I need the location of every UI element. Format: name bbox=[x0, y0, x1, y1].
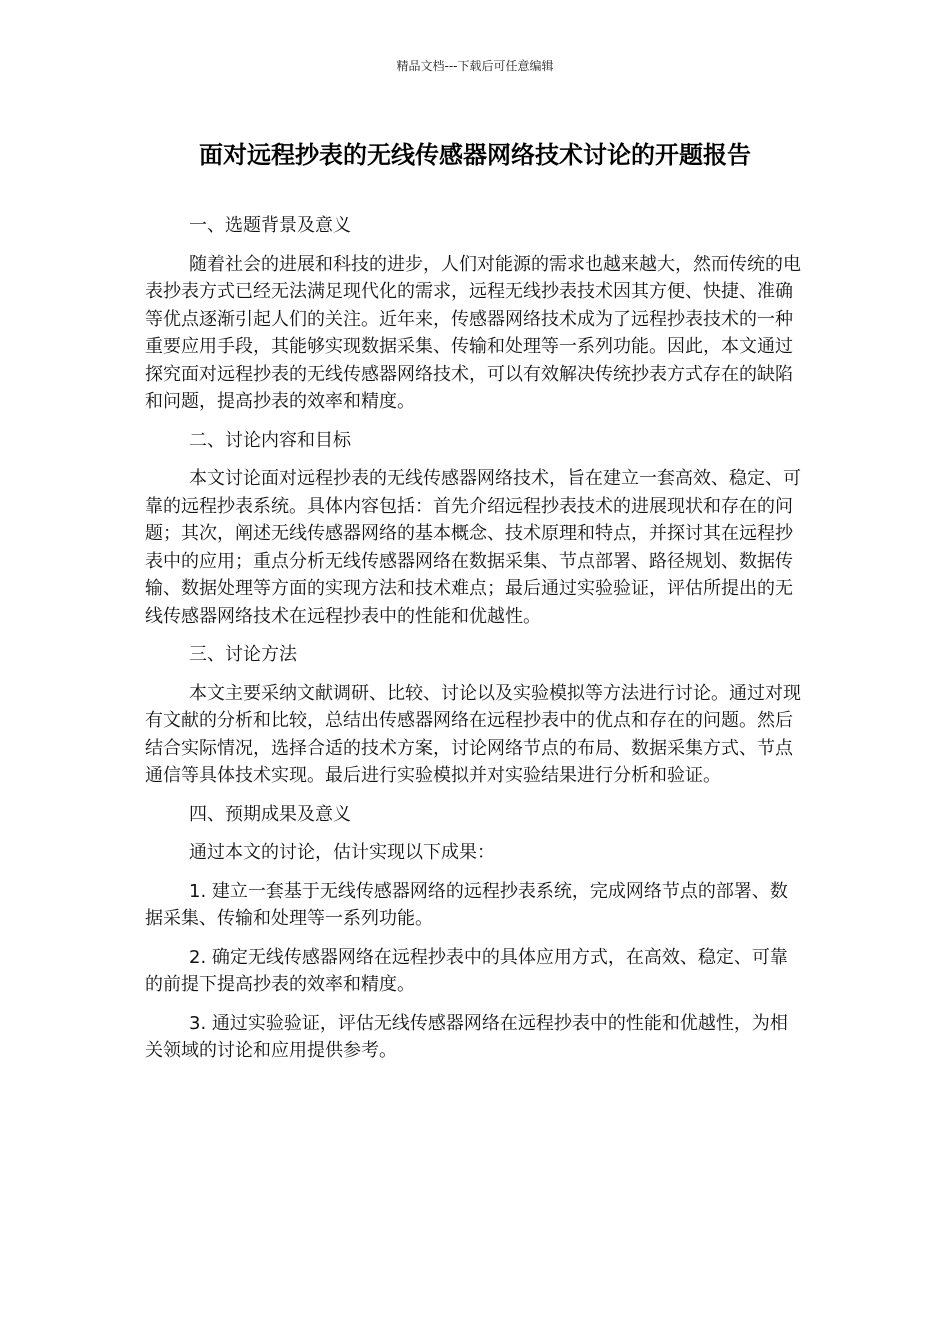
paragraph-content-goals: 本文讨论面对远程抄表的无线传感器网络技术，旨在建立一套高效、稳定、可靠的远程抄表系统。具体内容包括：首先介绍远程抄表技术的进展现状和存在的问题；其次，阐述无线传感器网络的基本概念、技术原理和特点，并探讨其在远程抄表中的应用；重点分析无线传感器网络在数据采集、节点部署、路径规划、数据传输、数据处理等方面的实现方法和技术难点；最后通过实验验证，评估所提出的无线传感器网络技术在远程抄表中的性能和优越性。 bbox=[145, 468, 801, 627]
section-heading-content-goals: 二、讨论内容和目标 bbox=[189, 429, 351, 451]
document-body bbox=[145, 212, 805, 1076]
section-heading-expected-results: 四、预期成果及意义 bbox=[189, 803, 351, 825]
list-item-result-3: 3. 通过实验验证，评估无线传感器网络在远程抄表中的性能和优越性，为相关领域的讨论和应用提供参考。 bbox=[145, 1012, 788, 1061]
paragraph-expected-intro: 通过本文的讨论，估计实现以下成果： bbox=[189, 842, 495, 863]
paragraph-methods: 本文主要采纳文献调研、比较、讨论以及实验模拟等方法进行讨论。通过对现有文献的分析和比较，总结出传感器网络在远程抄表中的优点和存在的问题。然后结合实际情况，选择合适的技术方案，讨论网络节点的布局、数据采集方式、节点通信等具体技术实现。最后进行实验模拟并对实验结果进行分析和验证。 bbox=[145, 682, 801, 786]
list-item-result-2: 2. 确定无线传感器网络在远程抄表中的具体应用方式，在高效、稳定、可靠的前提下提高抄表的效率和精度。 bbox=[145, 946, 788, 995]
section-heading-methods: 三、讨论方法 bbox=[189, 644, 297, 665]
section-heading-background: 一、选题背景及意义 bbox=[189, 215, 351, 236]
document-title: 面对远程抄表的无线传感器网络技术讨论的开题报告 bbox=[199, 141, 751, 169]
header-note: 精品文档---下载后可任意编辑 bbox=[396, 59, 554, 73]
paragraph-background: 随着社会的进展和科技的进步，人们对能源的需求也越来越大，然而传统的电表抄表方式已经无法满足现代化的需求，远程无线抄表技术因其方便、快捷、准确等优点逐渐引起人们的关注。近年来，传感器网络技术成为了远程抄表技术的一种重要应用手段，其能够实现数据采集、传输和处理等一系列功能。因此，本文通过探究面对远程抄表的无线传感器网络技术，可以有效解决传统抄表方式存在的缺陷和问题，提高抄表的效率和精度。 bbox=[145, 253, 801, 412]
list-item-result-1: 1. 建立一套基于无线传感器网络的远程抄表系统，完成网络节点的部署、数据采集、传输和处理等一系列功能。 bbox=[145, 880, 788, 929]
